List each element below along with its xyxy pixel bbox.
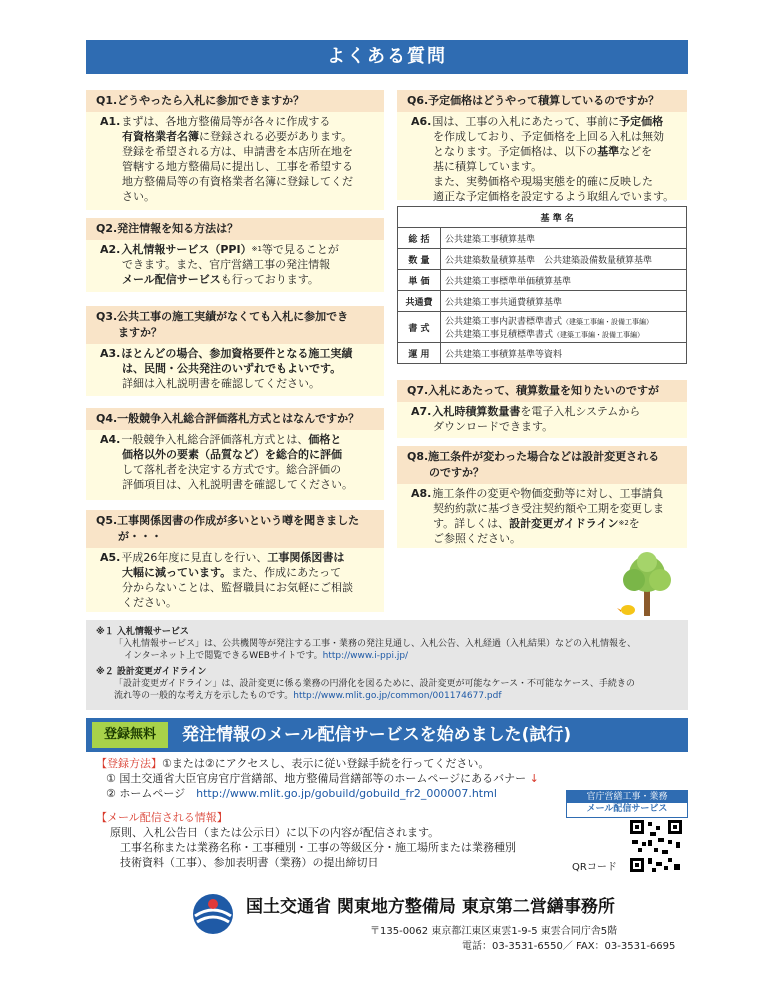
qr-code[interactable] [628,818,684,874]
answer-3: A3.ほとんどの場合、参加資格要件となる施工実績 は、民間・公共発注のいずれでもよいです。 詳細は入札説明書を確認してください。 [86,344,384,396]
answer-1: A1.まずは、各地方整備局等が各々に作成する 有資格業者名簿に登録される必要があります。 登録を希望される方は、申請書を本店所在地を 管轄する地方整備局に提出し、工事を希望する 地方整備局等の有資格業者名簿に登録してくだ さい。 [86,112,384,210]
question-6: Q6.予定価格はどうやって積算しているのですか？ [397,90,687,112]
mail-service-banner[interactable]: 官庁営繕工事・業務 メール配信サービス [566,790,688,818]
question-3: Q3.公共工事の施工実績がなくても入札に参加でき ますか？ [86,306,384,344]
registration-method: 【登録方法】①または②にアクセスし、表示に従い登録手続を行ってください。 ① 国土交通省大臣官房官庁営繕部、地方整備局営繕部等のホームページにあるバナー ↓ ② ホームページ http://www.mlit.go.jp/gobuild/gobuild_fr2_000007.html [96,757,539,800]
ippi-link[interactable]: http://www.i-ppi.jp/ [322,651,409,661]
question-2: Q2.発注情報を知る方法は？ [86,218,384,240]
standards-header: 基 準 名 [441,207,687,228]
page-title: よくある質問 [86,40,688,74]
guideline-link[interactable]: http://www.mlit.go.jp/common/001174677.pdf [293,691,502,701]
question-7: Q7.入札にあたって、積算数量を知りたいのですが [397,380,687,402]
question-1: Q1.どうやったら入札に参加できますか？ [86,90,384,112]
mail-service-bar [86,718,688,752]
table-row: 総 括 公共建築工事積算基準 [398,228,687,249]
answer-8: A8.施工条件の変更や物価変動等に対し、工事請負 契約約款に基づき受注契約額や工期を変更しま す。詳しくは、設計変更ガイドライン$^{※2}$を ご参照ください。 [397,484,687,548]
organization-name: 国土交通省 関東地方整備局 東京第二営繕事務所 [246,897,615,917]
table-row: 共通費 公共建築工事共通費積算基準 [398,291,687,312]
answer-6: A6.国は、工事の入札にあたって、事前に予定価格 を作成しており、予定価格を上回る入札は無効 となります。予定価格は、以下の基準などを 基に積算しています。 また、実勢価格や現場実態を的確に反映した 適正な予定価格を設定するよう取組んでいます。 [397,112,687,200]
tree-illustration [610,550,686,618]
answer-4: A4.一般競争入札総合評価落札方式とは、価格と 価格以外の要素（品質など）を総合的に評価 して落札者を決定する方式です。総合評価の 評価項目は、入札説明書を確認してください。 [86,430,384,500]
table-row: 運 用 公共建築工事積算基準等資料 [398,343,687,364]
standards-table [397,206,687,364]
answer-7: A7.入札時積算数量書を電子入札システムから ダウンロードできます。 [397,402,687,438]
phone-fax: 電話：03-3531-6550／ FAX：03-3531-6695 [462,941,676,952]
table-row: 書 式 公共建築工事内訳書標準書式（建築工事編・設備工事編） 公共建築工事見積標準書式（建築工事編・設備工事編） [398,312,687,343]
mail-service-title: 発注情報のメール配信サービスを始めました(試行) [182,725,572,745]
free-registration-badge: 登録無料 [92,722,168,748]
address: 〒135-0062 東京都江東区東雲1-9-5 東雲合同庁舎5階 [370,926,618,937]
question-8: Q8.施工条件が変わった場合などは設計変更される のですか？ [397,446,687,484]
gobuild-link[interactable]: http://www.mlit.go.jp/gobuild/gobuild_fr2_000007.html [196,787,497,800]
mlit-logo [190,890,236,940]
answer-2: A2.入札情報サービス（PPI）$^{※1}$等で見ることが できます。また、官庁営繕工事の発注情報 メール配信サービスも行っております。 [86,240,384,292]
question-5: Q5.工事関係図書の作成が多いという噂を聞きました が・・・ [86,510,384,548]
down-arrow-icon: ↓ [529,772,539,785]
delivered-info: 【メール配信される情報】 原則、入札公告日（または公示日）に以下の内容が配信されます。 工事名称または業務名称・工事種別・工事の等級区分・施工場所または業務種別 技術資料（工事）、参加表明書（業務）の提出締切日 [96,811,516,869]
answer-5: A5.平成26年度に見直しを行い、工事関係図書は 大幅に減っています。また、作成にあたって 分からないことは、監督職員にお気軽にご相談 ください。 [86,548,384,612]
footnotes: ※１ 入札情報サービス 「入札情報サービス」は、公共機関等が発注する工事・業務の発注見通し、入札公告、入札経過（入札結果）などの入札情報を、 インターネット上で閲覧できるWEBサイトです。http://www.i-ppi.jp/ ※２ 設計変更ガイドライン 「設計変更ガイドライン」は、設計変更に係る業務の円滑化を図るために、設計変更が可能なケース・不可能なケース、手続きの 流れ等の一般的な考え方を示したものです。http://www.mlit.go.jp/common/001174677.pdf [86,620,688,710]
question-4: Q4.一般競争入札総合評価落札方式とはなんですか？ [86,408,384,430]
qr-label: QRコード [572,862,617,873]
table-row: 単 価 公共建築工事標準単価積算基準 [398,270,687,291]
table-row: 数 量 公共建築数量積算基準 公共建築設備数量積算基準 [398,249,687,270]
